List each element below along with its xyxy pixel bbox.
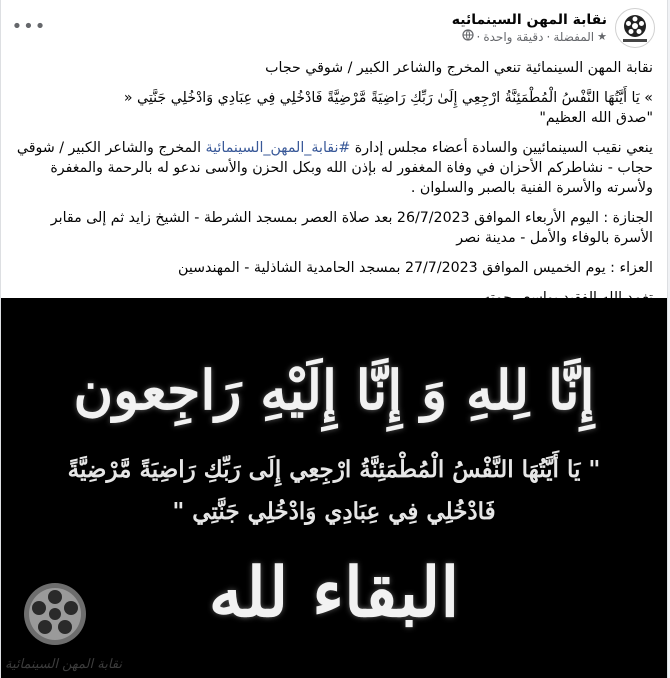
- post-paragraph-funeral: الجنازة : اليوم الأربعاء الموافق 26/7/2023 بعد صلاة العصر بمسجد الشرطة - الشيخ زايد ثم إلى مقابر الأسرة بالوفاء والأمل - مدينة نصر: [50, 210, 653, 246]
- post-paragraph-condolence: العزاء : يوم الخميس الموافق 27/7/2023 بمسجد الحامدية الشاذلية - المهندسين: [178, 260, 653, 276]
- post-paragraph-verse-end: "صدق الله العظيم": [539, 110, 653, 126]
- film-reel-logo-icon: [618, 11, 652, 45]
- post-subline: [452, 29, 607, 46]
- image-watermark: نقابة المهن السينمائية: [5, 657, 122, 672]
- more-options-button[interactable]: [13, 10, 45, 42]
- image-condolence-text: البقاء لله: [208, 553, 460, 633]
- image-verse-line-2: فَادْخُلِي فِي عِبَادِي وَادْخُلِي جَنَّتِي ": [172, 498, 496, 525]
- post-meta: [452, 11, 607, 46]
- image-heading: إِنَّا لِلهِ وَ إِنَّا إِلَيْهِ رَاجِعون: [73, 358, 595, 422]
- paragraph-3-start: ينعي نقيب السينمائيين والسادة أعضاء مجلس إدارة: [354, 140, 653, 156]
- separator-dot: ·: [476, 30, 481, 44]
- post-paragraph-1: نقابة المهن السينمائية تنعي المخرج والشاعر الكبير / شوقي حجاب: [265, 60, 653, 76]
- post-paragraph-verse: » يَا أَيَّتُهَا النَّفْسُ الْمُطْمَئِنَّةُ ارْجِعِي إِلَىٰ رَبِّكِ رَاضِيَةً مَّرْضِيَّةً فَادْخُلِي فِي عِبَادِي وَادْخُلِي جَنَّتِي «: [123, 90, 653, 106]
- hashtag-link[interactable]: #نقابة_المهن_السينمائية: [205, 140, 351, 156]
- more-horizontal-icon: •••: [11, 15, 47, 37]
- page-avatar[interactable]: [615, 8, 655, 48]
- post-body: [15, 58, 653, 318]
- separator-dot: ·: [546, 30, 551, 44]
- paragraph-3-end: المخرج والشاعر الكبير / شوقي حجاب - نشاطركم الأحزان في وفاة المغفور له بإذن الله وبكل الحزن والأسى ندعو له بالرحمة والمغفرة ولأسرته والأسرة الفنية بالصبر والسلوان .: [16, 140, 653, 196]
- post-header: [13, 6, 655, 50]
- globe-icon[interactable]: [462, 29, 474, 46]
- post-timestamp[interactable]: دقيقة واحدة: [483, 30, 544, 44]
- image-verse-line-1: " يَا أَيَّتُهَا النَّفْسُ الْمُطْمَئِنَّةُ ارْجِعِي إِلَى رَبِّكِ رَاضِيَةً مَّرْضِيَّةً: [67, 456, 601, 483]
- star-icon: ★: [597, 30, 607, 43]
- film-reel-icon: [21, 580, 89, 648]
- post-image[interactable]: [1, 298, 667, 678]
- page-name-link[interactable]: نقابة المهن السينمائيه: [451, 11, 607, 28]
- post-paragraph-3: [15, 138, 653, 198]
- favorite-label[interactable]: المفضلة: [553, 30, 595, 44]
